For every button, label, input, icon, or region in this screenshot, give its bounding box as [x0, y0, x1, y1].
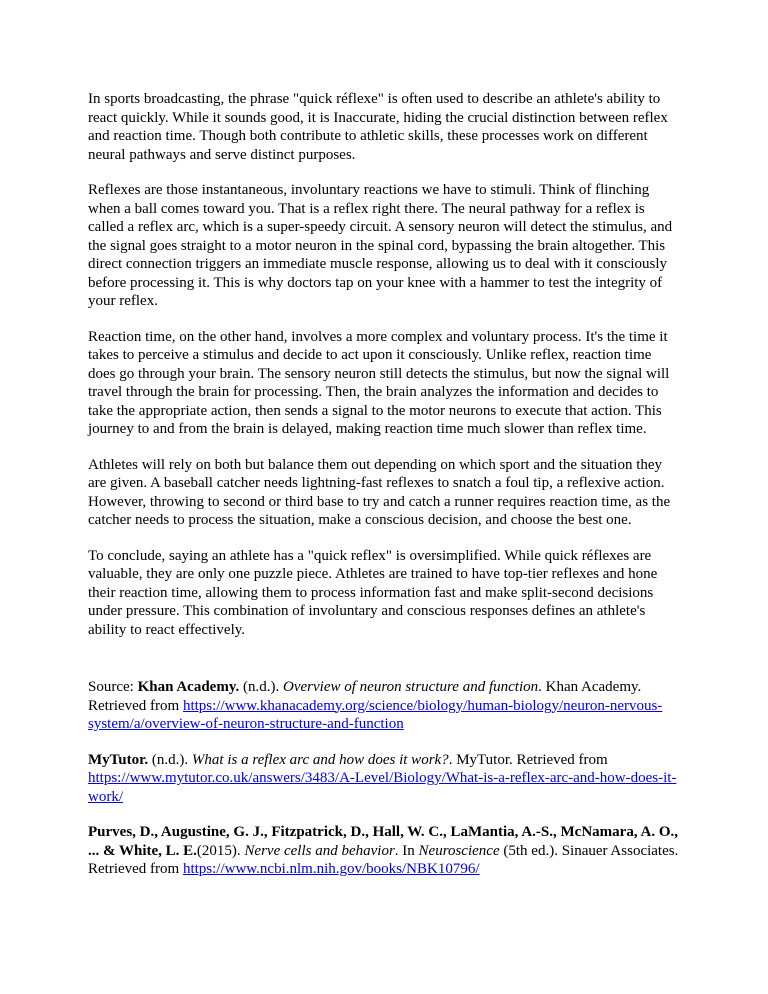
reference-book: Neuroscience — [418, 842, 500, 859]
reference-author: MyTutor. — [88, 751, 149, 768]
reference-in: . In — [394, 842, 419, 859]
paragraph-athletes: Athletes will rely on both but balance them out depending on which sport and the situation they are given. A baseball catcher needs lightning-fast reflexes to snatch a foul tip, a reflexive action. However, throwing to second or third base to try and catch a runner requires reaction time, as the catcher needs to process the situation, make a conscious decision, and choose the best one. — [88, 456, 671, 528]
paragraph-reaction-time: Reaction time, on the other hand, involves a more complex and voluntary process. It's the time it takes to perceive a stimulus and decide to act upon it consciously. Unlike reflex, reaction time does go through your brain. The sensory neuron still detects the stimulus, but now the signal will travel through the brain for processing. Then, the brain analyzes the information and decides to take the appropriate action, then sends a signal to the motor neurons to execute that action. This journey to and from the brain is delayed, making reaction time much slower than reflex time. — [88, 328, 670, 437]
sources-section — [88, 678, 680, 896]
reference-title: What is a reflex arc and how does it work? — [191, 751, 449, 768]
reference-author: Khan Academy. — [137, 679, 240, 695]
reference-date: (2015). — [196, 842, 245, 859]
paragraph-intro: In sports broadcasting, the phrase "quick réflexe" is often used to describe an athlete's ability to react quickly. While it sounds good, it is Inaccurate, hiding the crucial distinction between reflex and reaction time. Though both contribute to athletic skills, these processes work on different neural pathways and serve distinct purposes. — [88, 91, 668, 163]
reference-publisher: . Khan Academy. Retrieved from — [88, 679, 642, 714]
reference-link[interactable]: https://www.khanacademy.org/science/biology/human-biology/neuron-nervous-system/a/overview-of-neuron-structure-and-function — [88, 697, 663, 732]
essay-body — [88, 90, 680, 656]
reference-title: Nerve cells and behavior — [244, 842, 395, 859]
reference-publisher: (5th ed.). Sinauer Associates. Retrieved from — [88, 842, 679, 877]
reference-mytutor — [88, 751, 680, 807]
paragraph-reflexes: Reflexes are those instantaneous, involuntary reactions we have to stimuli. Think of flinching when a ball comes toward you. That is a reflex right there. The neural pathway for a reflex is called a reflex arc, which is a super-speedy circuit. A sensory neuron will detect the stimulus, and the signal goes straight to a motor neuron in the spinal cord, bypassing the brain altogether. This direct connection triggers an immediate muscle response, allowing us to deal with it consciously before processing it. This is why doctors tap on your knee with a hammer to test the integrity of your reflex. — [88, 182, 673, 309]
reference-publisher: . MyTutor. Retrieved from — [448, 751, 608, 768]
reference-link[interactable]: https://www.ncbi.nlm.nih.gov/books/NBK10796/ — [182, 861, 480, 877]
sources-label: Source: — [88, 679, 138, 695]
reference-date: (n.d.). — [148, 751, 192, 768]
reference-author: Purves, D., Augustine, G. J., Fitzpatrick, D., Hall, W. C., LaMantia, A.-S., McNamara, A. O., ... & White, L. E. — [88, 824, 678, 859]
paragraph-conclusion: To conclude, saying an athlete has a "quick reflex" is oversimplified. While quick réflexes are valuable, they are only one puzzle piece. Athletes are trained to have top-tier reflexes and hone their reaction time, allowing them to process information fast and make split-second decisions under pressure. This combination of involuntary and conscious responses defines an athlete's ability to react effectively. — [88, 547, 658, 638]
reference-date: (n.d.). — [239, 679, 284, 695]
reference-title: Overview of neuron structure and function — [283, 679, 539, 695]
reference-khan-academy — [88, 678, 680, 734]
reference-purves — [88, 823, 680, 879]
reference-link[interactable]: https://www.mytutor.co.uk/answers/3483/A-Level/Biology/What-is-a-reflex-arc-and-how-does-it-work/ — [88, 770, 677, 805]
